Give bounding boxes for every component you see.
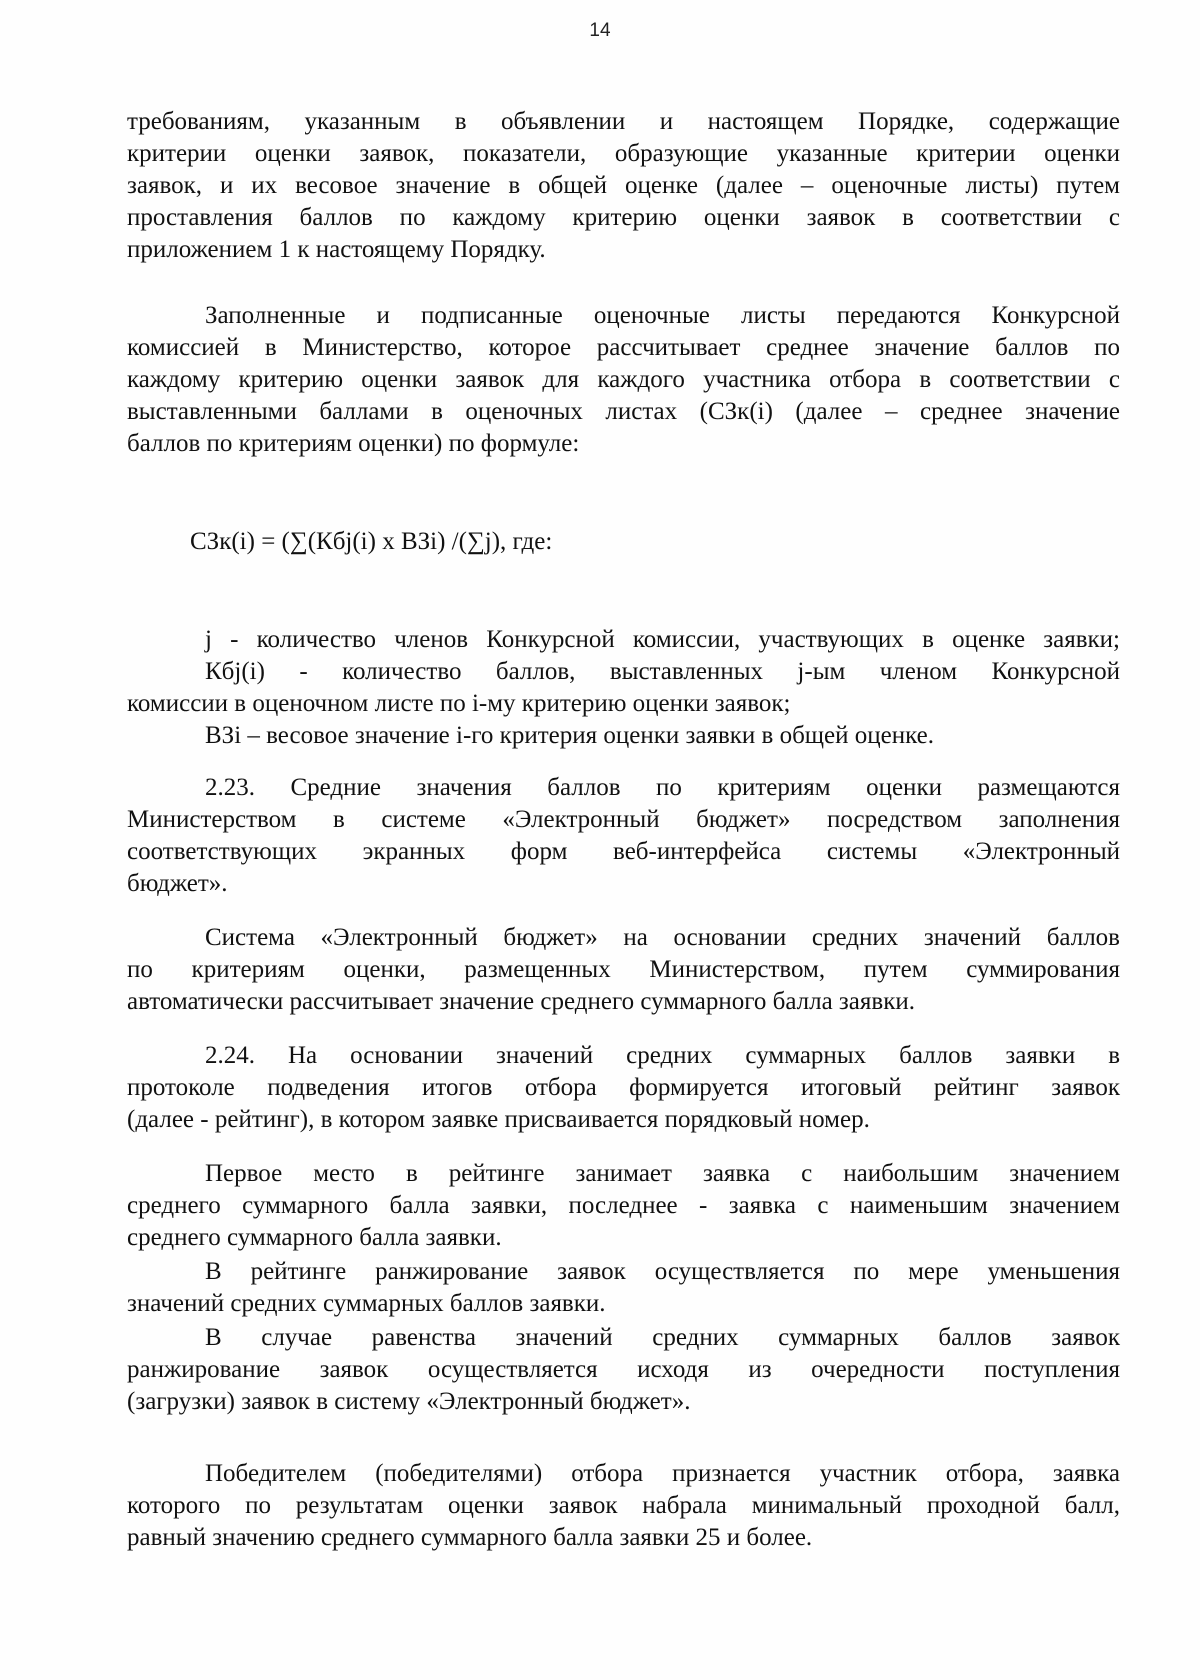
paragraph-line: проставления баллов по каждому критерию оценки заявок в соответствии с [127,204,1120,231]
paragraph-line: которого по результатам оценки заявок набрала минимальный проходной балл, [127,1492,1120,1519]
paragraph-line: В рейтинге ранжирование заявок осуществляется по мере уменьшения [205,1258,1120,1285]
definition-line: Кбj(i) - количество баллов, выставленных j-ым членом Конкурсной [205,658,1120,685]
definition-line: ВЗi – весовое значение i-го критерия оценки заявки в общей оценке. [205,722,935,749]
paragraph-line: приложением 1 к настоящему Порядку. [127,236,546,263]
paragraph-line: выставленными баллами в оценочных листах (СЗк(i) (далее – среднее значение [127,398,1120,425]
paragraph-line: Первое место в рейтинге занимает заявка с наибольшим значением [205,1160,1120,1187]
paragraph-line: требованиям, указанным в объявлении и настоящем Порядке, содержащие [127,108,1120,135]
paragraph-line: протоколе подведения итогов отбора формируется итоговый рейтинг заявок [127,1074,1120,1101]
paragraph-line: каждому критерию оценки заявок для каждого участника отбора в соответствии с [127,366,1120,393]
paragraph-line: бюджет». [127,870,228,897]
definition-line: j - количество членов Конкурсной комиссии, участвующих в оценке заявки; [205,626,1120,653]
paragraph-line: (далее - рейтинг), в котором заявке присваивается порядковый номер. [127,1106,870,1133]
paragraph-line: по критериям оценки, размещенных Министерством, путем суммирования [127,956,1120,983]
paragraph-line: Заполненные и подписанные оценочные листы передаются Конкурсной [205,302,1120,329]
page-number: 14 [589,20,611,41]
formula: СЗк(i) = (∑(Кбj(i) х ВЗi) /(∑j), где: [190,528,553,555]
paragraph-line: автоматически рассчитывает значение среднего суммарного балла заявки. [127,988,915,1015]
paragraph-line: 2.23. Средние значения баллов по критериям оценки размещаются [205,774,1120,801]
paragraph-line: значений средних суммарных баллов заявки. [127,1290,606,1317]
paragraph-line: 2.24. На основании значений средних суммарных баллов заявки в [205,1042,1120,1069]
paragraph-line: среднего суммарного балла заявки, последнее - заявка с наименьшим значением [127,1192,1120,1219]
paragraph-line: критерии оценки заявок, показатели, образующие указанные критерии оценки [127,140,1120,167]
paragraph-line: В случае равенства значений средних суммарных баллов заявок [205,1324,1120,1351]
paragraph-line: ранжирование заявок осуществляется исходя из очередности поступления [127,1356,1120,1383]
paragraph-line: соответствующих экранных форм веб-интерфейса системы «Электронный [127,838,1120,865]
paragraph-line: заявок, и их весовое значение в общей оценке (далее – оценочные листы) путем [127,172,1120,199]
paragraph-line: Министерством в системе «Электронный бюджет» посредством заполнения [127,806,1120,833]
paragraph-line: (загрузки) заявок в систему «Электронный бюджет». [127,1388,691,1415]
paragraph-line: среднего суммарного балла заявки. [127,1224,502,1251]
definition-line: комиссии в оценочном листе по i-му критерию оценки заявок; [127,690,791,717]
paragraph-line: комиссией в Министерство, которое рассчитывает среднее значение баллов по [127,334,1120,361]
paragraph-line: Победителем (победителями) отбора признается участник отбора, заявка [205,1460,1120,1487]
paragraph-line: равный значению среднего суммарного балла заявки 25 и более. [127,1524,813,1551]
paragraph-line: Система «Электронный бюджет» на основании средних значений баллов [205,924,1120,951]
paragraph-line: баллов по критериям оценки) по формуле: [127,430,580,457]
